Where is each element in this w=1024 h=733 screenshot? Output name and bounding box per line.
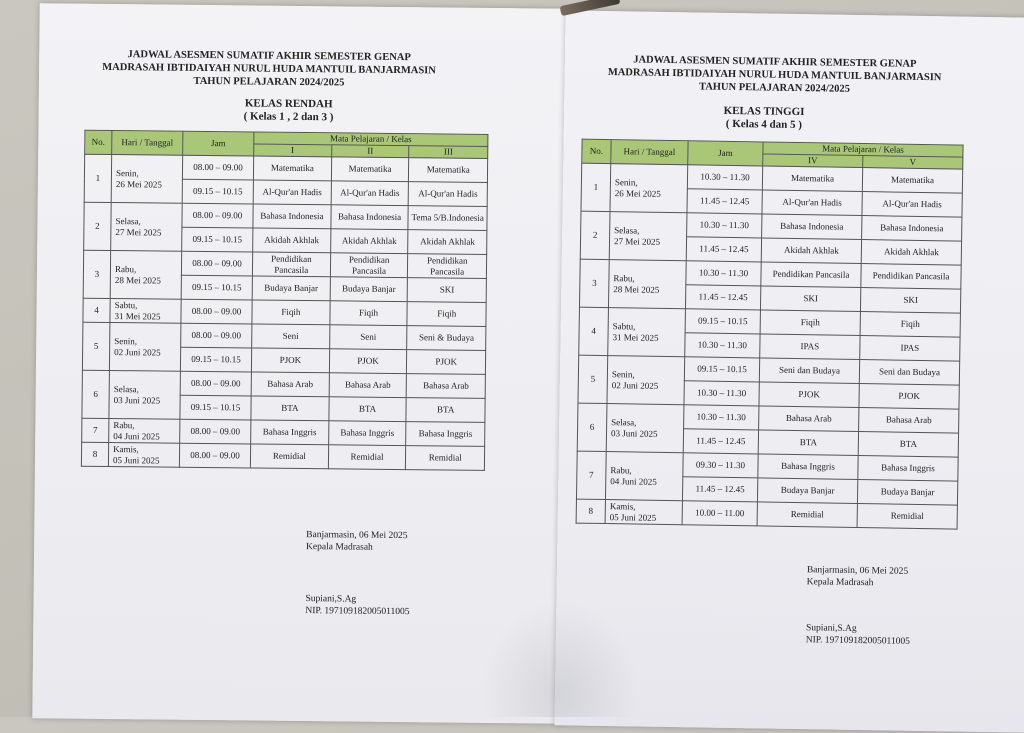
cell-mapel: PJOK bbox=[251, 348, 329, 373]
cell-tanggal: 03 Juni 2025 bbox=[610, 427, 658, 439]
title-line-3: TAHUN PELAJARAN 2024/2025 bbox=[193, 75, 345, 89]
cell-jam: 08.00 – 09.00 bbox=[180, 419, 251, 444]
cell-mapel: Matematika bbox=[409, 158, 488, 183]
cell-hari-tanggal bbox=[111, 155, 182, 204]
table-row bbox=[577, 451, 958, 481]
cell-hari-tanggal bbox=[608, 260, 686, 309]
cell-tanggal: 02 Juni 2025 bbox=[114, 346, 161, 358]
cell-mapel: Seni dan Budaya bbox=[859, 360, 959, 386]
cell-jam: 10.30 – 11.30 bbox=[685, 333, 760, 358]
cell-jam: 10.30 – 11.30 bbox=[684, 381, 759, 406]
table-row bbox=[82, 370, 485, 398]
cell-mapel: BTA bbox=[758, 430, 858, 456]
table-row bbox=[578, 355, 959, 385]
cell-mapel: Akidah Akhlak bbox=[253, 228, 331, 253]
cell-hari: Sabtu, bbox=[114, 299, 138, 310]
cell-no: 2 bbox=[84, 202, 112, 250]
cell-mapel: Pendidikan Pancasila bbox=[408, 254, 487, 279]
document-title-right bbox=[564, 52, 985, 98]
document-title-left bbox=[39, 47, 499, 91]
cell-jam: 08.00 – 09.00 bbox=[181, 323, 252, 348]
cell-mapel: SKI bbox=[760, 286, 860, 312]
cell-hari: Rabu, bbox=[613, 272, 635, 283]
cell-mapel: Bahasa Inggris bbox=[406, 422, 485, 447]
cell-mapel: Bahasa Arab bbox=[329, 373, 407, 398]
schedule-table-right bbox=[576, 139, 964, 530]
cell-no: 4 bbox=[83, 298, 110, 322]
table-row bbox=[581, 211, 962, 241]
sign-role: Kepala Madrasah bbox=[806, 577, 874, 589]
cell-mapel: Fiqih bbox=[760, 310, 860, 336]
cell-tanggal: 04 Juni 2025 bbox=[610, 475, 657, 487]
cell-jam: 08.00 – 09.00 bbox=[182, 155, 253, 180]
cell-hari: Selasa, bbox=[113, 383, 140, 394]
table-row bbox=[81, 442, 484, 470]
cell-jam: 09.15 – 10.15 bbox=[182, 227, 253, 252]
table-row bbox=[579, 307, 960, 337]
cell-jam: 11.45 – 12.45 bbox=[687, 189, 762, 214]
cell-mapel: SKI bbox=[860, 288, 960, 314]
cell-hari-tanggal bbox=[606, 404, 684, 453]
cell-mapel: BTA bbox=[858, 432, 958, 458]
cell-hari-tanggal bbox=[605, 500, 682, 525]
cell-no: 7 bbox=[576, 451, 606, 499]
cell-mapel: PJOK bbox=[859, 384, 959, 410]
cell-mapel: PJOK bbox=[407, 350, 486, 375]
cell-mapel: Matematika bbox=[862, 168, 962, 194]
paper-sheet-left bbox=[32, 3, 569, 724]
sign-place-date: Banjarmasin, 06 Mei 2025 bbox=[306, 530, 408, 542]
header-hari: Hari / Tanggal bbox=[611, 140, 688, 165]
cell-mapel: Tema 5/B.Indonesia bbox=[408, 206, 487, 231]
cell-mapel: Fiqih bbox=[860, 312, 960, 338]
cell-tanggal: 31 Mei 2025 bbox=[612, 331, 659, 343]
cell-mapel: SKI bbox=[408, 278, 487, 303]
cell-hari: Selasa, bbox=[115, 215, 141, 226]
cell-hari-tanggal bbox=[111, 203, 182, 252]
cell-jam: 09.15 – 10.15 bbox=[181, 275, 252, 300]
title-line-1: JADWAL ASESMEN SUMATIF AKHIR SEMESTER GENAP bbox=[633, 54, 917, 70]
cell-mapel: Bahasa Indonesia bbox=[762, 214, 862, 240]
cell-jam: 10.30 – 11.30 bbox=[687, 213, 762, 238]
cell-hari-tanggal bbox=[110, 251, 181, 300]
cell-mapel: Bahasa Arab bbox=[251, 372, 329, 397]
cell-mapel: Bahasa Arab bbox=[759, 406, 859, 432]
cell-hari-tanggal bbox=[109, 370, 180, 419]
cell-hari: Senin, bbox=[611, 368, 635, 379]
cell-mapel: Fiqih bbox=[330, 301, 408, 326]
cell-mapel: Seni & Budaya bbox=[407, 326, 486, 351]
sign-nip: NIP. 197109182005011005 bbox=[805, 635, 911, 647]
cell-no: 2 bbox=[580, 211, 610, 259]
cell-jam: 11.45 – 12.45 bbox=[685, 285, 760, 310]
cell-mapel: Pendidikan Pancasila bbox=[252, 252, 330, 277]
cell-jam: 11.45 – 12.45 bbox=[686, 237, 761, 262]
header-mapel: Mata Pelajaran / Kelas bbox=[254, 132, 488, 146]
cell-jam: 10.30 – 11.30 bbox=[686, 261, 761, 286]
cell-jam: 11.45 – 12.45 bbox=[682, 477, 757, 502]
cell-jam: 08.00 – 09.00 bbox=[181, 299, 252, 324]
cell-hari: Selasa, bbox=[614, 224, 640, 236]
title-line-3: TAHUN PELAJARAN 2024/2025 bbox=[698, 81, 850, 95]
cell-hari: Kamis, bbox=[609, 500, 636, 512]
table-row bbox=[580, 259, 961, 289]
cell-jam: 11.45 – 12.45 bbox=[683, 429, 758, 454]
cell-hari: Senin, bbox=[115, 167, 139, 178]
cell-jam: 09.15 – 10.15 bbox=[685, 309, 760, 334]
cell-hari: Rabu, bbox=[113, 419, 135, 430]
cell-no: 8 bbox=[81, 442, 108, 466]
cell-tanggal: 27 Mei 2025 bbox=[115, 226, 162, 238]
cell-hari: Senin, bbox=[614, 176, 638, 188]
cell-mapel: Al-Qur'an Hadis bbox=[331, 181, 409, 206]
cell-mapel: Pendidikan Pancasila bbox=[861, 264, 961, 290]
cell-mapel: Remidial bbox=[406, 446, 485, 471]
cell-mapel: PJOK bbox=[329, 349, 407, 374]
cell-jam: 10.30 – 11.30 bbox=[684, 405, 759, 430]
cell-tanggal: 27 Mei 2025 bbox=[613, 235, 661, 247]
header-col-v: V bbox=[863, 156, 963, 170]
kelas-subtitle-left: ( Kelas 1 , 2 dan 3 ) bbox=[243, 110, 334, 124]
cell-jam: 08.00 – 09.00 bbox=[180, 371, 251, 396]
cell-tanggal: 26 Mei 2025 bbox=[115, 178, 162, 190]
cell-hari-tanggal bbox=[610, 164, 688, 213]
cell-mapel: Budaya Banjar bbox=[330, 277, 408, 302]
header-jam: Jam bbox=[688, 141, 763, 166]
cell-mapel: Bahasa Inggris bbox=[758, 454, 858, 480]
cell-mapel: Bahasa Inggris bbox=[858, 456, 958, 482]
cell-hari-tanggal bbox=[605, 452, 683, 501]
cell-no: 1 bbox=[581, 163, 611, 211]
cell-mapel: Bahasa Inggris bbox=[328, 421, 406, 446]
cell-no: 4 bbox=[579, 307, 609, 355]
table-row bbox=[84, 202, 487, 230]
header-no: No. bbox=[85, 130, 112, 154]
cell-mapel: BTA bbox=[329, 397, 407, 422]
cell-jam: 10.30 – 11.30 bbox=[687, 165, 762, 190]
cell-mapel: Fiqih bbox=[252, 300, 330, 325]
header-col-i: I bbox=[254, 144, 332, 157]
header-no: No. bbox=[582, 139, 611, 163]
header-col-iii: III bbox=[409, 146, 488, 159]
cell-mapel: Matematika bbox=[762, 166, 862, 192]
cell-no: 1 bbox=[84, 154, 112, 202]
cell-hari: Selasa, bbox=[611, 416, 637, 428]
cell-jam: 10.00 – 11.00 bbox=[682, 501, 757, 526]
cell-tanggal: 02 Juni 2025 bbox=[611, 379, 659, 391]
cell-mapel: Matematika bbox=[331, 157, 409, 182]
cell-hari: Rabu, bbox=[114, 263, 137, 274]
cell-mapel: Seni bbox=[329, 325, 407, 350]
cell-mapel: Bahasa Indonesia bbox=[331, 205, 409, 230]
cell-jam: 09.15 – 10.15 bbox=[180, 347, 251, 372]
cell-hari-tanggal bbox=[608, 308, 686, 357]
title-line-2: MADRASAH IBTIDAIYAH NURUL HUDA MANTUIL BANJARMASIN bbox=[607, 67, 942, 84]
cell-hari-tanggal bbox=[609, 212, 687, 261]
cell-mapel: Al-Qur'an Hadis bbox=[253, 180, 331, 205]
cell-no: 3 bbox=[579, 259, 609, 307]
cell-hari-tanggal bbox=[607, 356, 685, 405]
cell-mapel: Al-Qur'an Hadis bbox=[862, 192, 962, 218]
cell-tanggal: 03 Juni 2025 bbox=[113, 394, 161, 406]
sign-name: Supiani,S.Ag bbox=[305, 594, 357, 605]
title-line-2: MADRASAH IBTIDAIYAH NURUL HUDA MANTUIL BANJARMASIN bbox=[102, 61, 436, 77]
table-row bbox=[581, 163, 962, 193]
cell-no: 5 bbox=[82, 322, 110, 370]
cell-mapel: Akidah Akhlak bbox=[761, 238, 861, 264]
title-line-1: JADWAL ASESMEN SUMATIF AKHIR SEMESTER GENAP bbox=[127, 49, 411, 64]
cell-jam: 09.15 – 10.15 bbox=[180, 395, 251, 420]
cell-no: 3 bbox=[83, 250, 111, 298]
cell-mapel: Pendidikan Pancasila bbox=[761, 262, 861, 288]
cell-mapel: Bahasa Arab bbox=[407, 374, 486, 399]
cell-no: 7 bbox=[82, 418, 109, 442]
sign-place-date: Banjarmasin, 06 Mei 2025 bbox=[806, 565, 909, 577]
cell-no: 5 bbox=[578, 355, 608, 403]
cell-mapel: Bahasa Indonesia bbox=[862, 216, 962, 242]
cell-mapel: Pendidikan Pancasila bbox=[330, 253, 408, 278]
table-row bbox=[83, 322, 486, 350]
cell-tanggal: 04 Juni 2025 bbox=[113, 430, 160, 442]
header-col-iv: IV bbox=[763, 154, 863, 168]
cell-mapel: BTA bbox=[406, 398, 485, 423]
cell-mapel: Remidial bbox=[757, 502, 857, 528]
schedule-table-left bbox=[81, 130, 489, 471]
table-row bbox=[84, 154, 487, 182]
cell-hari: Kamis, bbox=[113, 443, 139, 454]
cell-mapel: Bahasa Indonesia bbox=[253, 204, 331, 229]
cell-jam: 08.00 – 09.00 bbox=[181, 251, 252, 276]
cell-tanggal: 28 Mei 2025 bbox=[613, 283, 660, 295]
kelas-title-right: KELAS TINGGI bbox=[723, 104, 805, 119]
cell-tanggal: 05 Juni 2025 bbox=[609, 511, 657, 523]
sign-nip: NIP. 197109182005011005 bbox=[305, 606, 410, 618]
cell-mapel: Al-Qur'an Hadis bbox=[409, 182, 488, 207]
cell-jam: 09.15 – 10.15 bbox=[684, 357, 759, 382]
table-row bbox=[576, 499, 957, 529]
cell-jam: 09.30 – 11.30 bbox=[683, 453, 758, 478]
cell-no: 6 bbox=[577, 403, 607, 451]
kelas-title-left: KELAS RENDAH bbox=[244, 97, 333, 111]
cell-mapel: Budaya Banjar bbox=[857, 479, 957, 505]
cell-mapel: BTA bbox=[251, 396, 329, 421]
cell-mapel: Seni bbox=[252, 324, 330, 349]
cell-mapel: Bahasa Arab bbox=[859, 408, 959, 434]
cell-mapel: Fiqih bbox=[407, 302, 486, 327]
table-row bbox=[83, 250, 486, 278]
kelas-subtitle-right: ( Kelas 4 dan 5 ) bbox=[725, 117, 803, 132]
table-row bbox=[578, 403, 959, 433]
cell-mapel: Akidah Akhlak bbox=[861, 240, 961, 266]
cell-tanggal: 26 Mei 2025 bbox=[614, 187, 661, 199]
cell-mapel: Akidah Akhlak bbox=[408, 230, 487, 255]
cell-mapel: Remidial bbox=[250, 444, 328, 469]
cell-hari-tanggal bbox=[109, 322, 180, 371]
cell-mapel: Remidial bbox=[328, 445, 406, 470]
header-mapel: Mata Pelajaran / Kelas bbox=[763, 142, 963, 157]
cell-mapel: IPAS bbox=[760, 334, 860, 360]
cell-mapel: Akidah Akhlak bbox=[330, 229, 408, 254]
cell-mapel: Seni dan Budaya bbox=[759, 358, 859, 384]
header-hari: Hari / Tanggal bbox=[112, 131, 183, 156]
cell-jam: 09.15 – 10.15 bbox=[182, 179, 253, 204]
sign-name: Supiani,S.Ag bbox=[805, 623, 857, 634]
signature-block-left bbox=[305, 529, 410, 618]
cell-mapel: Budaya Banjar bbox=[252, 276, 330, 301]
cell-tanggal: 05 Juni 2025 bbox=[112, 454, 160, 466]
cell-hari: Rabu, bbox=[610, 464, 632, 475]
signature-block-right bbox=[806, 564, 911, 648]
cell-no: 8 bbox=[576, 499, 605, 523]
cell-tanggal: 28 Mei 2025 bbox=[114, 274, 161, 286]
paper-sheet-right bbox=[554, 10, 1024, 732]
header-col-ii: II bbox=[331, 145, 409, 158]
header-jam: Jam bbox=[183, 131, 254, 156]
cell-hari: Sabtu, bbox=[612, 320, 636, 331]
sign-role: Kepala Madrasah bbox=[306, 542, 373, 553]
cell-jam: 08.00 – 09.00 bbox=[179, 443, 250, 468]
cell-hari-tanggal bbox=[108, 442, 179, 467]
cell-tanggal: 31 Mei 2025 bbox=[114, 310, 161, 322]
cell-jam: 08.00 – 09.00 bbox=[182, 203, 253, 228]
cell-mapel: IPAS bbox=[860, 336, 960, 362]
cell-hari: Senin, bbox=[114, 335, 138, 346]
cell-mapel: PJOK bbox=[759, 382, 859, 408]
cell-mapel: Al-Qur'an Hadis bbox=[762, 190, 862, 216]
cell-mapel: Bahasa Inggris bbox=[251, 420, 329, 445]
cell-hari-tanggal bbox=[109, 418, 180, 443]
cell-no: 6 bbox=[82, 370, 110, 418]
cell-hari-tanggal bbox=[110, 298, 181, 323]
cell-mapel: Matematika bbox=[253, 156, 331, 181]
cell-mapel: Budaya Banjar bbox=[757, 478, 857, 504]
cell-mapel: Remidial bbox=[857, 503, 957, 529]
